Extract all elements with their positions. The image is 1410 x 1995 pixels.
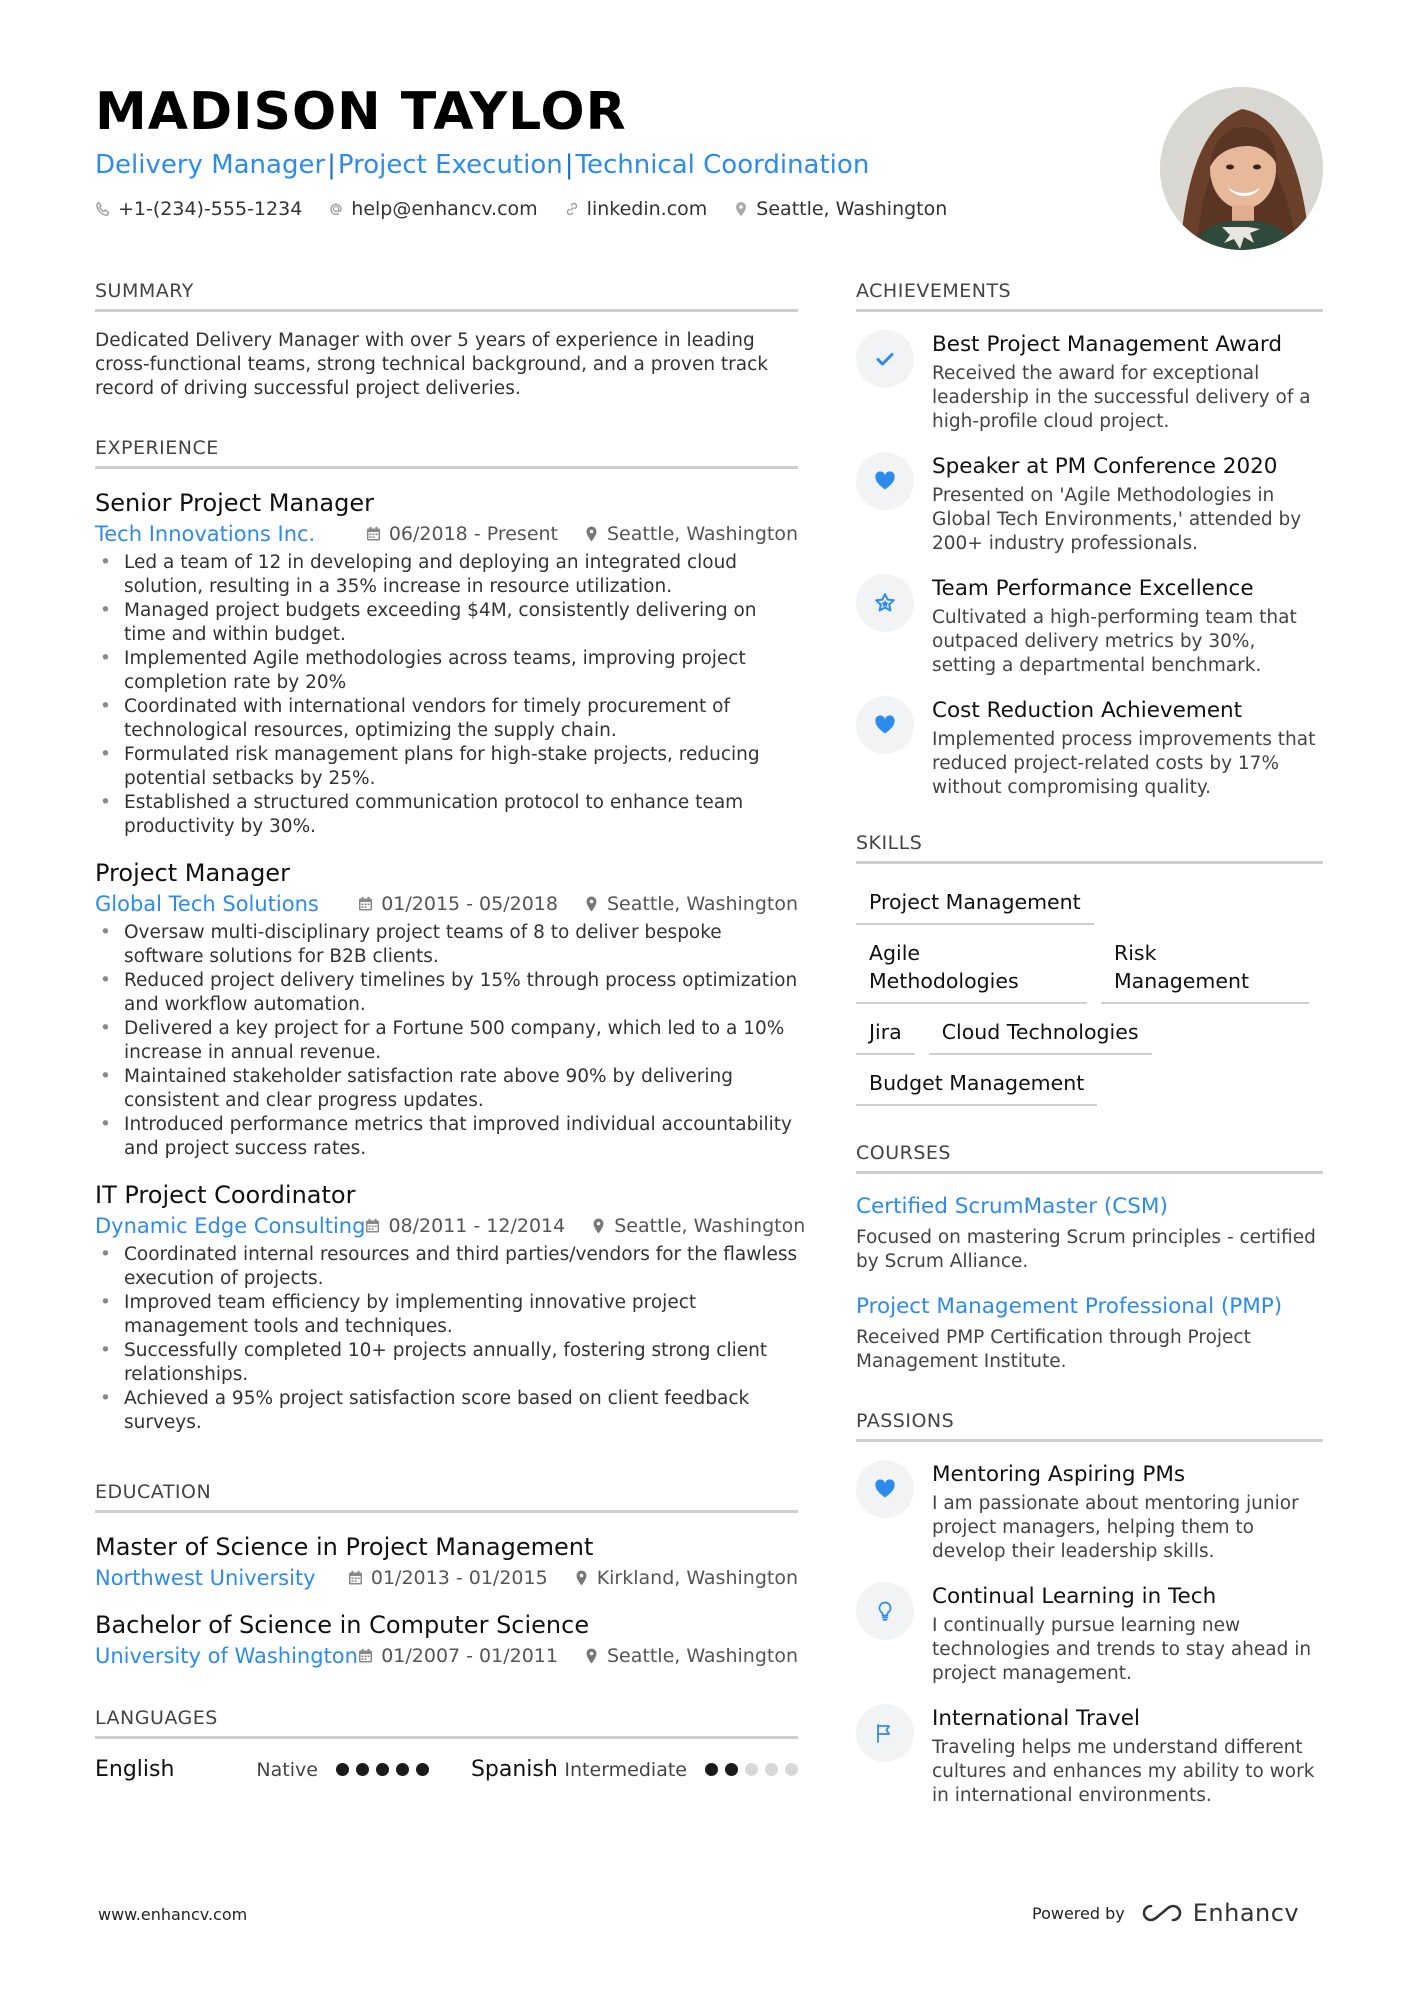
profile-photo (1160, 87, 1323, 250)
proficiency-dot-filled (376, 1763, 389, 1776)
bullet-item: • Formulated risk management plans for high-stake projects, reducing potential setbacks by 25%. (95, 743, 798, 791)
bullet-item: • Led a team of 12 in developing and deploying an integrated cloud solution, resulting in a 35% increase in resource utilization. (95, 551, 798, 599)
bullet-item: • Implemented Agile methodologies across teams, improving project completion rate by 20% (95, 647, 798, 695)
course-title: Certified ScrumMaster (CSM) (856, 1194, 1168, 1219)
skill-tag: Agile Methodologies (856, 925, 1087, 1004)
achievement-title: Speaker at PM Conference 2020 (932, 454, 1278, 479)
job-meta-right (366, 521, 798, 547)
section-title-achievements: ACHIEVEMENTS (856, 278, 1323, 312)
headline-separator: | (327, 150, 336, 180)
email-address: help@enhancv.com (351, 198, 538, 220)
section-title-skills: SKILLS (856, 830, 1323, 864)
job-dates (358, 891, 558, 917)
calendar-icon (348, 1570, 363, 1586)
job-meta (95, 521, 798, 547)
education-location (574, 1565, 798, 1591)
achievement-desc: Received the award for exceptional leadership in the successful delivery of a high-profile cloud project. (932, 363, 1311, 432)
star-icon (856, 574, 914, 632)
school-name: Northwest University (95, 1566, 316, 1590)
education-meta-right (358, 1643, 798, 1669)
check-icon (856, 330, 914, 388)
passions-section (856, 1408, 1323, 1808)
headline-separator: | (564, 150, 574, 180)
achievement-desc: Presented on 'Agile Methodologies in Global Tech Environments,' attended by 200+ industry professionals. (932, 485, 1302, 554)
job-location (584, 521, 798, 547)
location-text: Seattle, Washington (756, 198, 948, 220)
proficiency-dot-empty (765, 1763, 778, 1776)
bullet-item: • Introduced performance metrics that improved individual accountability and project success rates. (95, 1113, 798, 1161)
achievement-title: Team Performance Excellence (932, 576, 1254, 601)
bullet-item: • Successfully completed 10+ projects annually, fostering strong client relationships. (95, 1339, 798, 1387)
at-icon (328, 201, 344, 217)
job-title: Senior Project Manager (95, 489, 374, 517)
flag-icon (856, 1704, 914, 1762)
education-section (95, 1479, 798, 1669)
course-desc: Received PMP Certification through Project Management Institute. (856, 1327, 1251, 1372)
headline-role: Delivery Manager (95, 150, 326, 180)
bullet-item: • Improved team efficiency by implementing innovative project management tools and techniques. (95, 1291, 798, 1339)
education-dates (348, 1565, 548, 1591)
skills-row (856, 925, 1323, 1004)
footer-branding (1032, 1899, 1299, 1927)
achievement-item (856, 330, 1323, 434)
course-item (856, 1192, 1323, 1274)
passion-item (856, 1704, 1323, 1808)
job-dates (366, 521, 558, 547)
proficiency-dots (336, 1763, 429, 1776)
passion-title: Mentoring Aspiring PMs (932, 1462, 1186, 1487)
headline-focus-2: Technical Coordination (575, 150, 870, 180)
company-name: Tech Innovations Inc. (95, 522, 316, 546)
headline (95, 148, 1195, 182)
proficiency-dot-filled (705, 1763, 718, 1776)
company-name: Dynamic Edge Consulting (95, 1214, 366, 1238)
section-title-courses: COURSES (856, 1140, 1323, 1174)
language-entry (95, 1757, 429, 1782)
contact-email[interactable] (328, 198, 537, 220)
language-list (95, 1757, 798, 1782)
job-bullets (95, 921, 798, 1161)
right-column (856, 278, 1323, 1842)
link-icon (564, 201, 580, 217)
calendar-icon (358, 1648, 373, 1664)
section-title-experience: EXPERIENCE (95, 435, 798, 469)
job-dates-text: 06/2018 - Present (388, 523, 558, 545)
heart-icon (856, 452, 914, 510)
passion-title: International Travel (932, 1706, 1140, 1731)
proficiency-dot-filled (396, 1763, 409, 1776)
passion-item (856, 1460, 1323, 1564)
skill-tag: Cloud Technologies (929, 1004, 1152, 1055)
proficiency-dot-empty (785, 1763, 798, 1776)
map-pin-icon (591, 1218, 606, 1234)
left-column (95, 278, 806, 1816)
calendar-icon (366, 526, 381, 542)
experience-entry (95, 487, 798, 839)
powered-by-label: Powered by (1032, 1903, 1125, 1923)
job-title: IT Project Coordinator (95, 1181, 356, 1209)
achievement-item (856, 696, 1323, 800)
heart-icon (856, 696, 914, 754)
language-level: Native (256, 1758, 318, 1781)
phone-icon (95, 201, 111, 217)
summary-section (95, 278, 798, 401)
job-location (584, 891, 798, 917)
skill-tag: Budget Management (856, 1055, 1097, 1106)
section-title-education: EDUCATION (95, 1479, 798, 1513)
achievement-desc: Cultivated a high-performing team that outpaced delivery metrics by 30%, setting a departmental benchmark. (932, 607, 1297, 676)
education-dates-text: 01/2007 - 01/2011 (381, 1645, 558, 1667)
section-title-languages: LANGUAGES (95, 1705, 798, 1739)
headline-focus-1: Project Execution (337, 150, 563, 180)
proficiency-dot-filled (356, 1763, 369, 1776)
bullet-item: • Managed project budgets exceeding $4M, consistently delivering on time and within budget. (95, 599, 798, 647)
language-name: Spanish (470, 1757, 558, 1782)
job-title: Project Manager (95, 859, 290, 887)
map-pin-icon (584, 896, 599, 912)
skill-tag: Project Management (856, 874, 1094, 925)
heart-icon (856, 1460, 914, 1518)
courses-section (856, 1140, 1323, 1374)
candidate-name: MADISON TAYLOR (95, 82, 627, 142)
achievement-title: Best Project Management Award (932, 332, 1283, 357)
proficiency-dots (705, 1763, 798, 1776)
proficiency-dot-filled (416, 1763, 429, 1776)
contact-phone[interactable] (95, 198, 302, 220)
passion-desc: I continually pursue learning new technologies and trends to stay ahead in project management. (932, 1615, 1312, 1684)
phone-number: +1-(234)-555-1234 (118, 198, 303, 220)
passion-item (856, 1582, 1323, 1686)
language-level: Intermediate (564, 1758, 687, 1781)
achievements-section (856, 278, 1323, 800)
skills-row (856, 1055, 1323, 1106)
calendar-icon (358, 896, 373, 912)
school-name: University of Washington (95, 1644, 358, 1668)
proficiency-dot-empty (745, 1763, 758, 1776)
skills-list (856, 874, 1323, 1106)
education-meta (95, 1643, 798, 1669)
section-title-passions: PASSIONS (856, 1408, 1323, 1442)
skills-section (856, 830, 1323, 1106)
summary-text: Dedicated Delivery Manager with over 5 years of experience in leading cross-functional teams, strong technical background, and a proven track record of driving successful project deliveries. (95, 330, 769, 399)
contact-bar (95, 198, 1195, 220)
passion-desc: I am passionate about mentoring junior project managers, helping them to develop their leadership skills. (932, 1493, 1299, 1562)
languages-section (95, 1705, 798, 1782)
lightbulb-icon (856, 1582, 914, 1640)
job-meta (95, 891, 798, 917)
job-location-text: Seattle, Washington (614, 1215, 806, 1237)
brand-logo[interactable] (1139, 1899, 1299, 1927)
language-name: English (95, 1757, 175, 1782)
experience-entry (95, 1179, 806, 1435)
job-dates-text: 01/2015 - 05/2018 (381, 893, 558, 915)
passion-title: Continual Learning in Tech (932, 1584, 1217, 1609)
achievement-title: Cost Reduction Achievement (932, 698, 1243, 723)
resume-header (95, 80, 1195, 220)
education-meta (95, 1565, 798, 1591)
calendar-icon (365, 1218, 380, 1234)
education-meta-right (348, 1565, 798, 1591)
contact-linkedin[interactable] (564, 198, 708, 220)
bullet-item: • Maintained stakeholder satisfaction rate above 90% by delivering consistent and clear progress updates. (95, 1065, 798, 1113)
bullet-item: • Achieved a 95% project satisfaction score based on client feedback surveys. (95, 1387, 798, 1435)
linkedin-url: linkedin.com (586, 198, 708, 220)
job-location-text: Seattle, Washington (607, 893, 798, 915)
achievement-item (856, 452, 1323, 556)
brand-name: Enhancv (1192, 1899, 1300, 1927)
experience-entry (95, 857, 798, 1161)
job-meta-right (365, 1213, 805, 1239)
language-entry (471, 1757, 798, 1782)
company-name: Global Tech Solutions (95, 892, 319, 916)
job-location-text: Seattle, Washington (607, 523, 798, 545)
degree-title: Master of Science in Project Management (95, 1533, 594, 1561)
experience-section (95, 435, 806, 1435)
map-pin-icon (574, 1570, 589, 1586)
section-title-summary: SUMMARY (95, 278, 798, 312)
proficiency-dot-filled (725, 1763, 738, 1776)
course-desc: Focused on mastering Scrum principles - certified by Scrum Alliance. (856, 1227, 1316, 1272)
education-location-text: Seattle, Washington (607, 1645, 798, 1667)
education-entry (95, 1531, 798, 1591)
education-dates (358, 1643, 558, 1669)
degree-title: Bachelor of Science in Computer Science (95, 1611, 590, 1639)
job-meta (95, 1213, 806, 1239)
passion-desc: Traveling helps me understand different cultures and enhances my ability to work in international environments. (932, 1737, 1315, 1806)
bullet-item: • Established a structured communication protocol to enhance team productivity by 30%. (95, 791, 798, 839)
bullet-item: • Coordinated with international vendors for timely procurement of technological resources, optimizing the supply chain. (95, 695, 798, 743)
map-pin-icon (733, 201, 749, 217)
course-item (856, 1292, 1323, 1374)
achievement-item (856, 574, 1323, 678)
bullet-item: • Coordinated internal resources and third parties/vendors for the flawless execution of projects. (95, 1243, 798, 1291)
skill-tag: Jira (856, 1004, 915, 1055)
footer-website[interactable]: www.enhancv.com (98, 1905, 248, 1924)
skill-tag: Risk Management (1101, 925, 1309, 1004)
bullet-item: • Reduced project delivery timelines by 15% through process optimization and workflow automation. (95, 969, 798, 1017)
education-location (584, 1643, 798, 1669)
education-entry (95, 1609, 798, 1669)
proficiency-dot-filled (336, 1763, 349, 1776)
job-bullets (95, 1243, 798, 1435)
bullet-item: • Delivered a key project for a Fortune 500 company, which led to a 10% increase in annual revenue. (95, 1017, 798, 1065)
job-bullets (95, 551, 798, 839)
map-pin-icon (584, 526, 599, 542)
course-title: Project Management Professional (PMP) (856, 1294, 1283, 1319)
education-dates-text: 01/2013 - 01/2015 (370, 1567, 548, 1589)
skills-row (856, 1004, 1323, 1055)
job-meta-right (358, 891, 798, 917)
enhancv-logo-icon (1139, 1902, 1185, 1924)
job-dates (365, 1213, 565, 1239)
achievement-desc: Implemented process improvements that reduced project-related costs by 17% without compromising quality. (932, 729, 1316, 798)
skills-row (856, 874, 1323, 925)
education-location-text: Kirkland, Washington (596, 1567, 798, 1589)
job-location (591, 1213, 805, 1239)
contact-location (733, 198, 947, 220)
map-pin-icon (584, 1648, 599, 1664)
bullet-item: • Oversaw multi-disciplinary project teams of 8 to deliver bespoke software solutions for B2B clients. (95, 921, 798, 969)
job-dates-text: 08/2011 - 12/2014 (388, 1215, 566, 1237)
